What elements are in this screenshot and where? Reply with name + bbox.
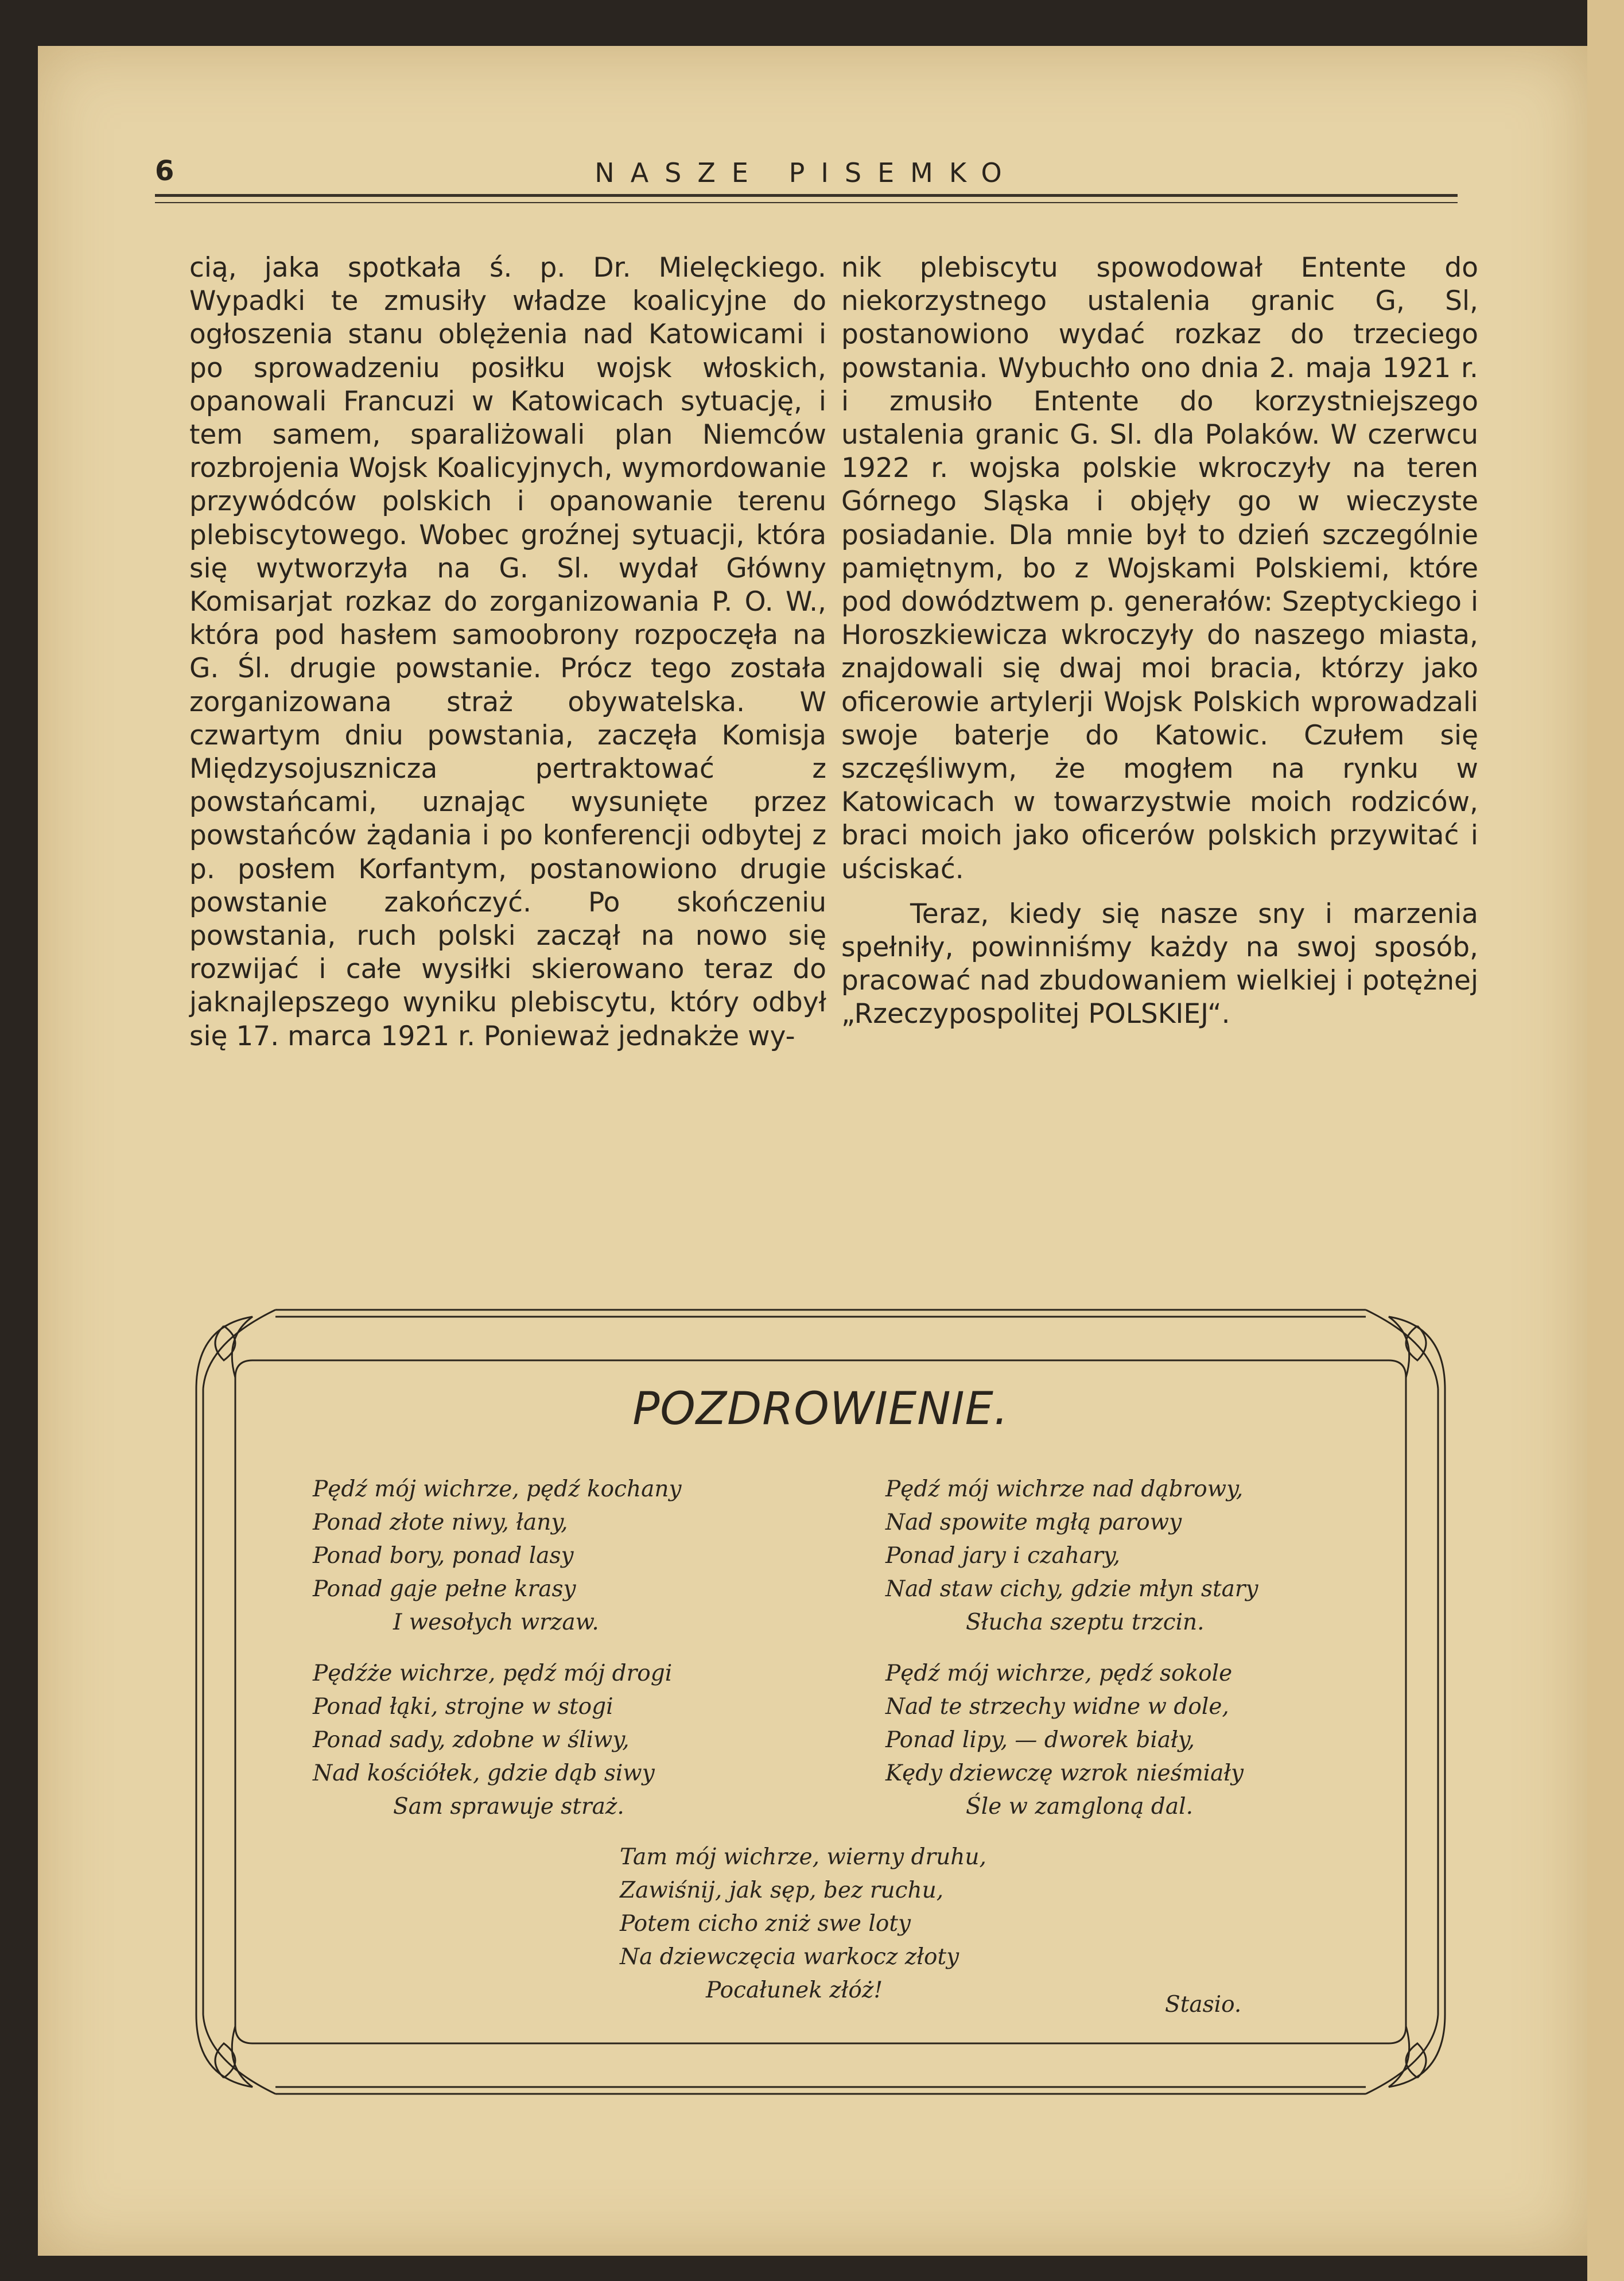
poem-line: Pędźże wichrze, pędź mój drogi <box>313 1661 673 1686</box>
poem-line: Słucha szeptu trzcin. <box>966 1609 1205 1635</box>
poem-line: Nad staw cichy, gdzie młyn stary <box>885 1576 1258 1602</box>
poem-line: Ponad złote niwy, łany, <box>313 1510 568 1535</box>
poem-stanza <box>885 1473 1402 1639</box>
poem-line: Nad te strzechy widne w dole, <box>885 1694 1229 1720</box>
poem-line: Ponad gaje pełne krasy <box>313 1576 576 1602</box>
poem-line: Sam sprawuje straż. <box>393 1794 624 1820</box>
poem-line: Ponad łąki, strojne w stogi <box>313 1694 613 1720</box>
poem-line: Tam mój wichrze, wierny druhu, <box>620 1844 986 1870</box>
poem-title: POZDROWIENIE. <box>632 1383 1009 1435</box>
poem-line: Ponad lipy, — dworek biały, <box>885 1727 1195 1753</box>
poem-line: Potem cicho zniż swe loty <box>620 1911 911 1937</box>
adjacent-page-edge <box>1587 0 1624 2281</box>
poem-line: Nad spowite mgłą parowy <box>885 1510 1182 1535</box>
poem-line: Ponad jary i czahary, <box>885 1543 1121 1569</box>
poem-line: Nad kościółek, gdzie dąb siwy <box>313 1760 655 1786</box>
poem-box <box>189 1303 1452 2101</box>
poem-line: Pocałunek złóż! <box>706 1977 883 2003</box>
poem-stanza <box>885 1657 1402 1824</box>
poem-line: Zawiśnij, jak sęp, bez ruchu, <box>620 1877 944 1903</box>
poem-line: Ponad sady, zdobne w śliwy, <box>313 1727 630 1753</box>
poem-line: Ponad bory, ponad lasy <box>313 1543 574 1569</box>
poem-line: Kędy dziewczę wzrok nieśmiały <box>885 1760 1244 1786</box>
article-paragraph: nik plebiscytu spowodował Entente do niekorzystnego ustalenia granic G, Sl, postanowiono wydać rozkaz do trzeciego powstania. Wybuchło ono dnia 2. maja 1921 r. i zmusiło Entente do korzystniejszego ustalenia granic G. Sl. dla Polaków. W czerwcu 1922 r. wojska polskie wkroczyły na teren Górnego Sląska i objęły go w wieczyste posiadanie. Dla mnie był to dzień szczególnie pamiętnym, bo z Wojskami Polskiemi, które pod dowództwem p. generałów: Szeptyckiego i Horoszkiewicza wkroczyły do naszego miasta, znajdowali się dwaj moi bracia, którzy jako oficerowie artylerji Wojsk Polskich wprowadzali swoje baterje do Katowic. Czułem się szczęśliwym, że mogłem na rynku w Katowicach w towarzystwie moich rodziców, braci moich jako oficerów polskich przywitać i uściskać. <box>841 252 1478 885</box>
running-title: NASZE PISEMKO <box>595 157 1018 188</box>
poem-stanza <box>313 1473 829 1639</box>
poem-line: Pędź mój wichrze nad dąbrowy, <box>885 1476 1244 1502</box>
article-column-right <box>841 251 1478 1031</box>
article-paragraph: cią, jaka spotkała ś. p. Dr. Mielęckiego. Wypadki te zmusiły władze koalicyjne do ogłoszenia stanu oblężenia nad Katowicami i po sprowadzeniu posiłku wojsk włoskich, opanowali Francuzi w Katowicach sytuację, i tem samem, sparaliżowali plan Niemców rozbrojenia Wojsk Koalicyjnych, wymordowanie przywódców polskich i opanowanie terenu plebiscytowego. Wobec groźnej sytuacji, która się wytworzyła na G. Sl. wydał Główny Komisarjat rozkaz do zorganizowania P. O. W., która pod hasłem samoobrony rozpoczęła na G. Śl. drugie powstanie. Prócz tego została zorganizowana straż obywatelska. W czwartym dniu powstania, zaczęła Komisja Międzysojusznicza pertraktować z powstańcami, uznając wysunięte przez powstańców żądania i po konferencji odbytej z p. posłem Korfantym, postanowiono drugie powstanie zakończyć. Po skończeniu powstania, ruch polski zaczął na nowo się rozwijać i całe wysiłki skierowano teraz do jaknajlepszego wyniku plebiscytu, który odbył się 17. marca 1921 r. Ponieważ jednakże wy- <box>189 252 826 1052</box>
header-rule-thick <box>155 194 1458 197</box>
page-number: 6 <box>155 155 174 187</box>
header-rule-thin <box>155 202 1458 203</box>
page-header <box>155 155 1458 189</box>
article-paragraph: Teraz, kiedy się nasze sny i marzenia spełniły, powinniśmy każdy na swoj sposób, pracować nad zbudowaniem wielkiej i potężnej „Rzeczypospolitej POLSKIEJ“. <box>841 898 1478 1030</box>
poem-line: Na dziewczęcia warkocz złoty <box>620 1944 959 1970</box>
poem-signature: Stasio. <box>1165 1992 1242 2018</box>
poem-line: Śle w zamgloną dal. <box>966 1794 1193 1820</box>
poem-line: Pędź mój wichrze, pędź sokole <box>885 1661 1233 1686</box>
poem-stanza <box>313 1657 829 1824</box>
poem-line: Pędź mój wichrze, pędź kochany <box>313 1476 682 1502</box>
article-column-left <box>189 251 826 1053</box>
poem-stanza <box>620 1841 1136 2007</box>
poem-line: I wesołych wrzaw. <box>393 1609 599 1635</box>
